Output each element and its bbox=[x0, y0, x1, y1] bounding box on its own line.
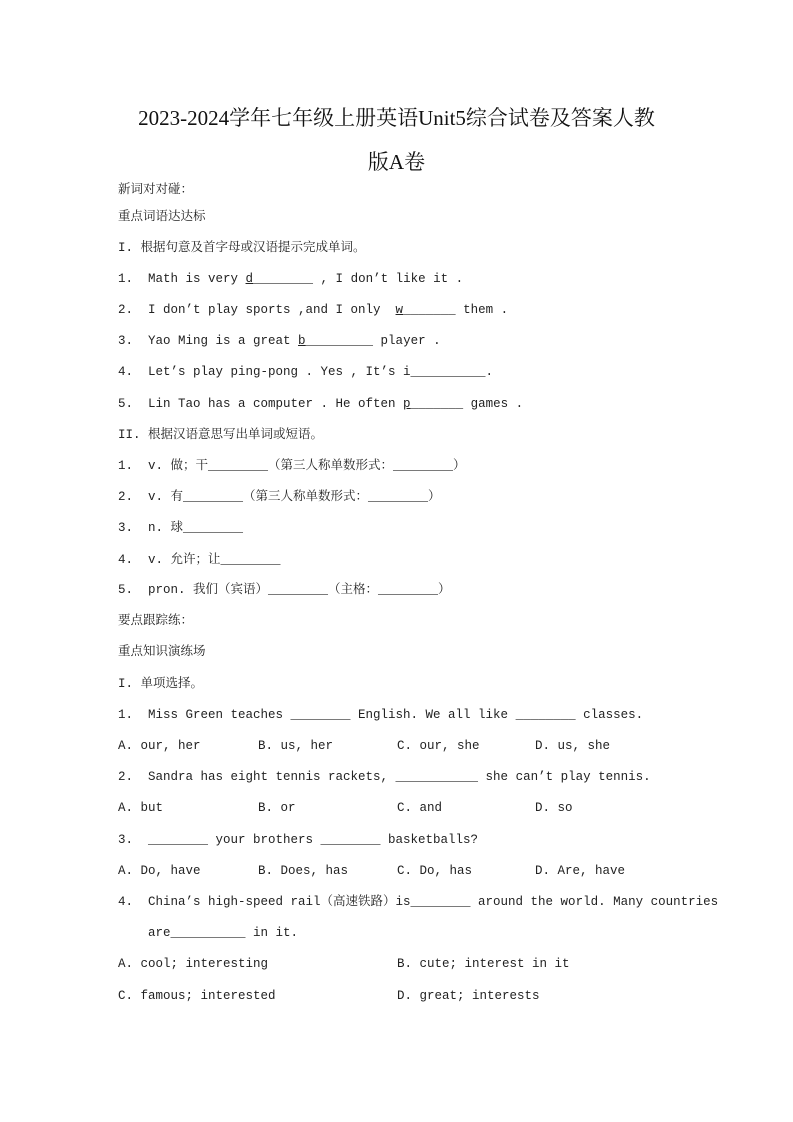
text-segment: 重点词语达达标 bbox=[118, 210, 206, 224]
hint-letter: w bbox=[395, 303, 404, 317]
text-line bbox=[118, 520, 243, 536]
text-segment: 要点跟踪练： bbox=[118, 614, 194, 628]
text-segment: ________ , I don’t like it . bbox=[253, 272, 464, 286]
text-segment: 4. China’s high-speed rail（高速铁路）is________ around the world. Many countries bbox=[118, 895, 719, 909]
text-segment: are__________ in it. bbox=[118, 926, 299, 940]
answer-option: B. us, her bbox=[258, 739, 334, 753]
text-segment: 3. ________ your brothers ________ basketballs? bbox=[118, 833, 479, 847]
text-line bbox=[118, 302, 508, 318]
document-title-line-1: 2023-2024学年七年级上册英语Unit5综合试卷及答案人教 bbox=[138, 106, 655, 130]
hint-letter: d bbox=[245, 272, 254, 286]
text-line bbox=[118, 582, 451, 598]
text-line bbox=[118, 427, 323, 443]
text-segment: 1. v. 做；干________（第三人称单数形式：________） bbox=[118, 459, 466, 473]
text-segment: 5. Lin Tao has a computer . He often bbox=[118, 397, 404, 411]
text-segment: _________ player . bbox=[305, 334, 441, 348]
answer-option: D. so bbox=[535, 801, 573, 815]
text-line bbox=[118, 489, 441, 505]
text-segment: 新词对对碰： bbox=[118, 183, 194, 197]
answer-option: A. our, her bbox=[118, 739, 201, 753]
text-line bbox=[118, 333, 441, 349]
text-segment: _______ games . bbox=[410, 397, 524, 411]
answer-option: D. Are, have bbox=[535, 864, 626, 878]
text-line bbox=[118, 458, 466, 474]
text-line bbox=[118, 182, 193, 198]
text-segment: 3. Yao Ming is a great bbox=[118, 334, 299, 348]
text-segment: II. 根据汉语意思写出单词或短语。 bbox=[118, 428, 324, 442]
answer-option: A. cool; interesting bbox=[118, 957, 269, 971]
answer-option: A. but bbox=[118, 801, 164, 815]
text-segment: I. 单项选择。 bbox=[118, 677, 204, 691]
text-segment: 5. pron. 我们（宾语）________（主格：________） bbox=[118, 583, 451, 597]
text-segment: 4. Let’s play ping-pong . Yes , It’s i__________. bbox=[118, 365, 494, 379]
answer-option: B. Does, has bbox=[258, 864, 349, 878]
text-line bbox=[118, 209, 206, 225]
text-line bbox=[118, 676, 203, 692]
text-line bbox=[118, 707, 643, 723]
answer-option: B. or bbox=[258, 801, 296, 815]
answer-option: C. famous; interested bbox=[118, 989, 276, 1003]
text-segment: 2. v. 有________（第三人称单数形式：________） bbox=[118, 490, 441, 504]
answer-option: C. and bbox=[397, 801, 443, 815]
text-line bbox=[118, 894, 718, 910]
text-segment: 2. Sandra has eight tennis rackets, ___________ she can’t play tennis. bbox=[118, 770, 651, 784]
text-segment: _______ them . bbox=[403, 303, 509, 317]
document-title-line-2: 版A卷 bbox=[367, 150, 426, 174]
text-segment: 重点知识演练场 bbox=[118, 645, 206, 659]
answer-option: A. Do, have bbox=[118, 864, 201, 878]
answer-option: D. us, she bbox=[535, 739, 611, 753]
text-line bbox=[118, 613, 193, 629]
hint-letter: b bbox=[298, 334, 306, 348]
text-line bbox=[118, 271, 463, 287]
text-line bbox=[118, 552, 281, 568]
hint-letter: p bbox=[403, 397, 411, 411]
text-segment: 1. Miss Green teaches ________ English. We all like ________ classes. bbox=[118, 708, 644, 722]
answer-option: C. our, she bbox=[397, 739, 480, 753]
text-line bbox=[118, 240, 366, 256]
answer-option: D. great; interests bbox=[397, 989, 540, 1003]
answer-option: B. cute; interest in it bbox=[397, 957, 570, 971]
text-line bbox=[118, 364, 493, 380]
text-line bbox=[118, 769, 651, 785]
text-segment: 4. v. 允许；让________ bbox=[118, 553, 281, 567]
text-segment: 2. I don’t play sports ,and I only bbox=[118, 303, 396, 317]
text-segment: 3. n. 球________ bbox=[118, 521, 244, 535]
answer-option: C. Do, has bbox=[397, 864, 473, 878]
text-line bbox=[118, 396, 523, 412]
text-line bbox=[118, 925, 298, 941]
text-segment: I. 根据句意及首字母或汉语提示完成单词。 bbox=[118, 241, 366, 255]
text-segment: 1. Math is very bbox=[118, 272, 246, 286]
text-line bbox=[118, 644, 206, 660]
text-line bbox=[118, 832, 478, 848]
